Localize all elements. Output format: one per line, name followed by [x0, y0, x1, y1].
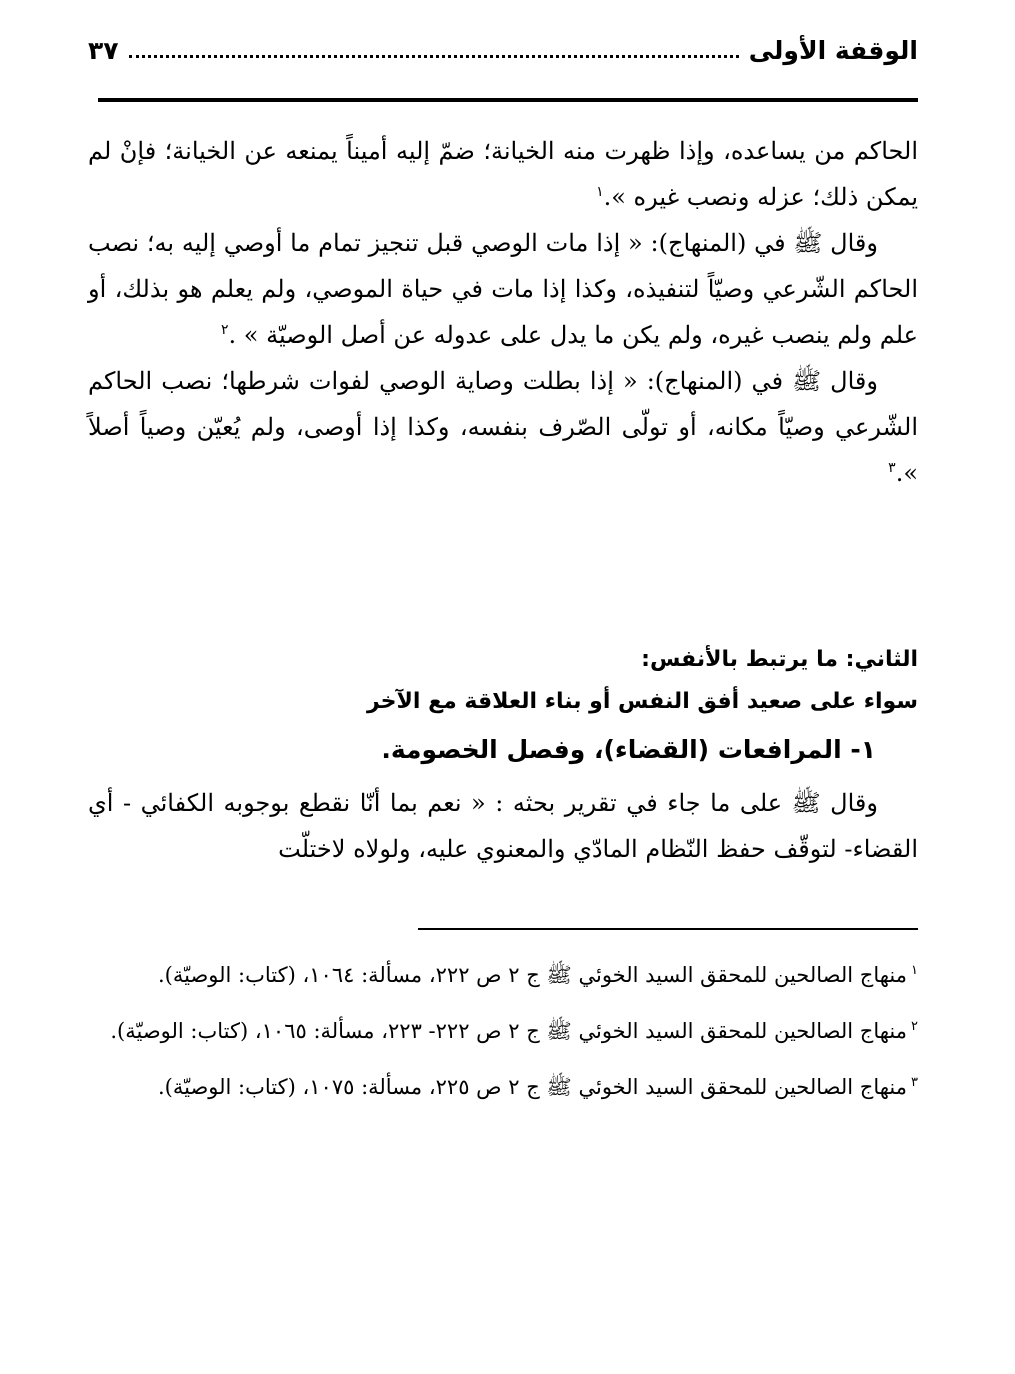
footnote-1 [88, 952, 918, 998]
page-number: ٣٧ [88, 35, 119, 65]
footnote-1-text: منهاج الصالحين للمحقق السيد الخوئي ﷺ ج ٢ ص ٢٢٢، مسألة: ١٠٦٤، (كتاب: الوصيّة). [157, 963, 908, 987]
footnote-mark-2: ٢ [911, 1019, 918, 1034]
item-heading: ١- المرافعات (القضاء)، وفصل الخصومة. [381, 735, 876, 764]
paragraph-1-text: الحاكم من يساعده، وإذا ظهرت منه الخيانة؛ ضمّ إليه أميناً يمنعه عن الخيانة؛ فإنْ لم يمكن ذلك؛ عزله ونصب غيره ». [88, 137, 918, 211]
paragraph-2-text: وقال ﷺ في (المنهاج): « إذا مات الوصي قبل تنجيز تمام ما أوصي إليه به؛ نصب الحاكم الشّرعي وصيّاً لتنفيذه، وكذا إذا مات في حياة الموصي، ولم يعلم هو بذلك، أو علم ولم ينصب غيره، ولم يكن ما يدل على عدوله عن أصل الوصيّة » . [88, 229, 918, 349]
section-block [88, 640, 918, 774]
footnote-2 [88, 1008, 918, 1054]
footnote-2-text: منهاج الصالحين للمحقق السيد الخوئي ﷺ ج ٢ ص ٢٢٢- ٢٢٣، مسألة: ١٠٦٥، (كتاب: الوصيّة). [110, 1019, 908, 1043]
header-dotted-leader [129, 53, 739, 58]
header-rule [98, 98, 918, 102]
book-page [88, 0, 918, 1374]
section-text [88, 780, 918, 872]
section-heading: الثاني: ما يرتبط بالأنفس: [641, 647, 918, 672]
footnote-mark-3: ٣ [911, 1075, 918, 1090]
section-paragraph: وقال ﷺ على ما جاء في تقرير بحثه : « نعم بما أنّا نقطع بوجوبه الكفائي - أي القضاء- لتوقّف حفظ النّظام المادّي والمعنوي عليه، ولولاه لاختلّت [88, 789, 918, 863]
footnote-ref-2[interactable]: ٢ [220, 322, 229, 338]
header-title: الوقفة الأولى [748, 35, 918, 65]
paragraph-1 [88, 128, 918, 220]
footnote-separator [418, 928, 918, 930]
section-subheading: سواء على صعيد أفق النفس أو بناء العلاقة مع الآخر [366, 689, 918, 714]
footnotes [88, 952, 918, 1120]
footnote-3-text: منهاج الصالحين للمحقق السيد الخوئي ﷺ ج ٢ ص ٢٢٥، مسألة: ١٠٧٥، (كتاب: الوصيّة). [157, 1075, 908, 1099]
paragraph-3 [88, 358, 918, 496]
running-header [88, 30, 918, 70]
footnote-mark-1: ١ [911, 963, 918, 978]
footnote-ref-1[interactable]: ١ [596, 184, 604, 200]
paragraph-2 [88, 220, 918, 358]
body-text [88, 128, 918, 496]
paragraph-3-text: وقال ﷺ في (المنهاج): « إذا بطلت وصاية الوصي لفوات شرطها؛ نصب الحاكم الشّرعي وصيّاً مكانه، أو تولّى الصّرف بنفسه، وكذا إذا أوصى، ولم يُعيّن وصياً أصلاً ». [88, 367, 918, 487]
footnote-ref-3[interactable]: ٣ [888, 460, 896, 476]
footnote-3 [88, 1064, 918, 1110]
